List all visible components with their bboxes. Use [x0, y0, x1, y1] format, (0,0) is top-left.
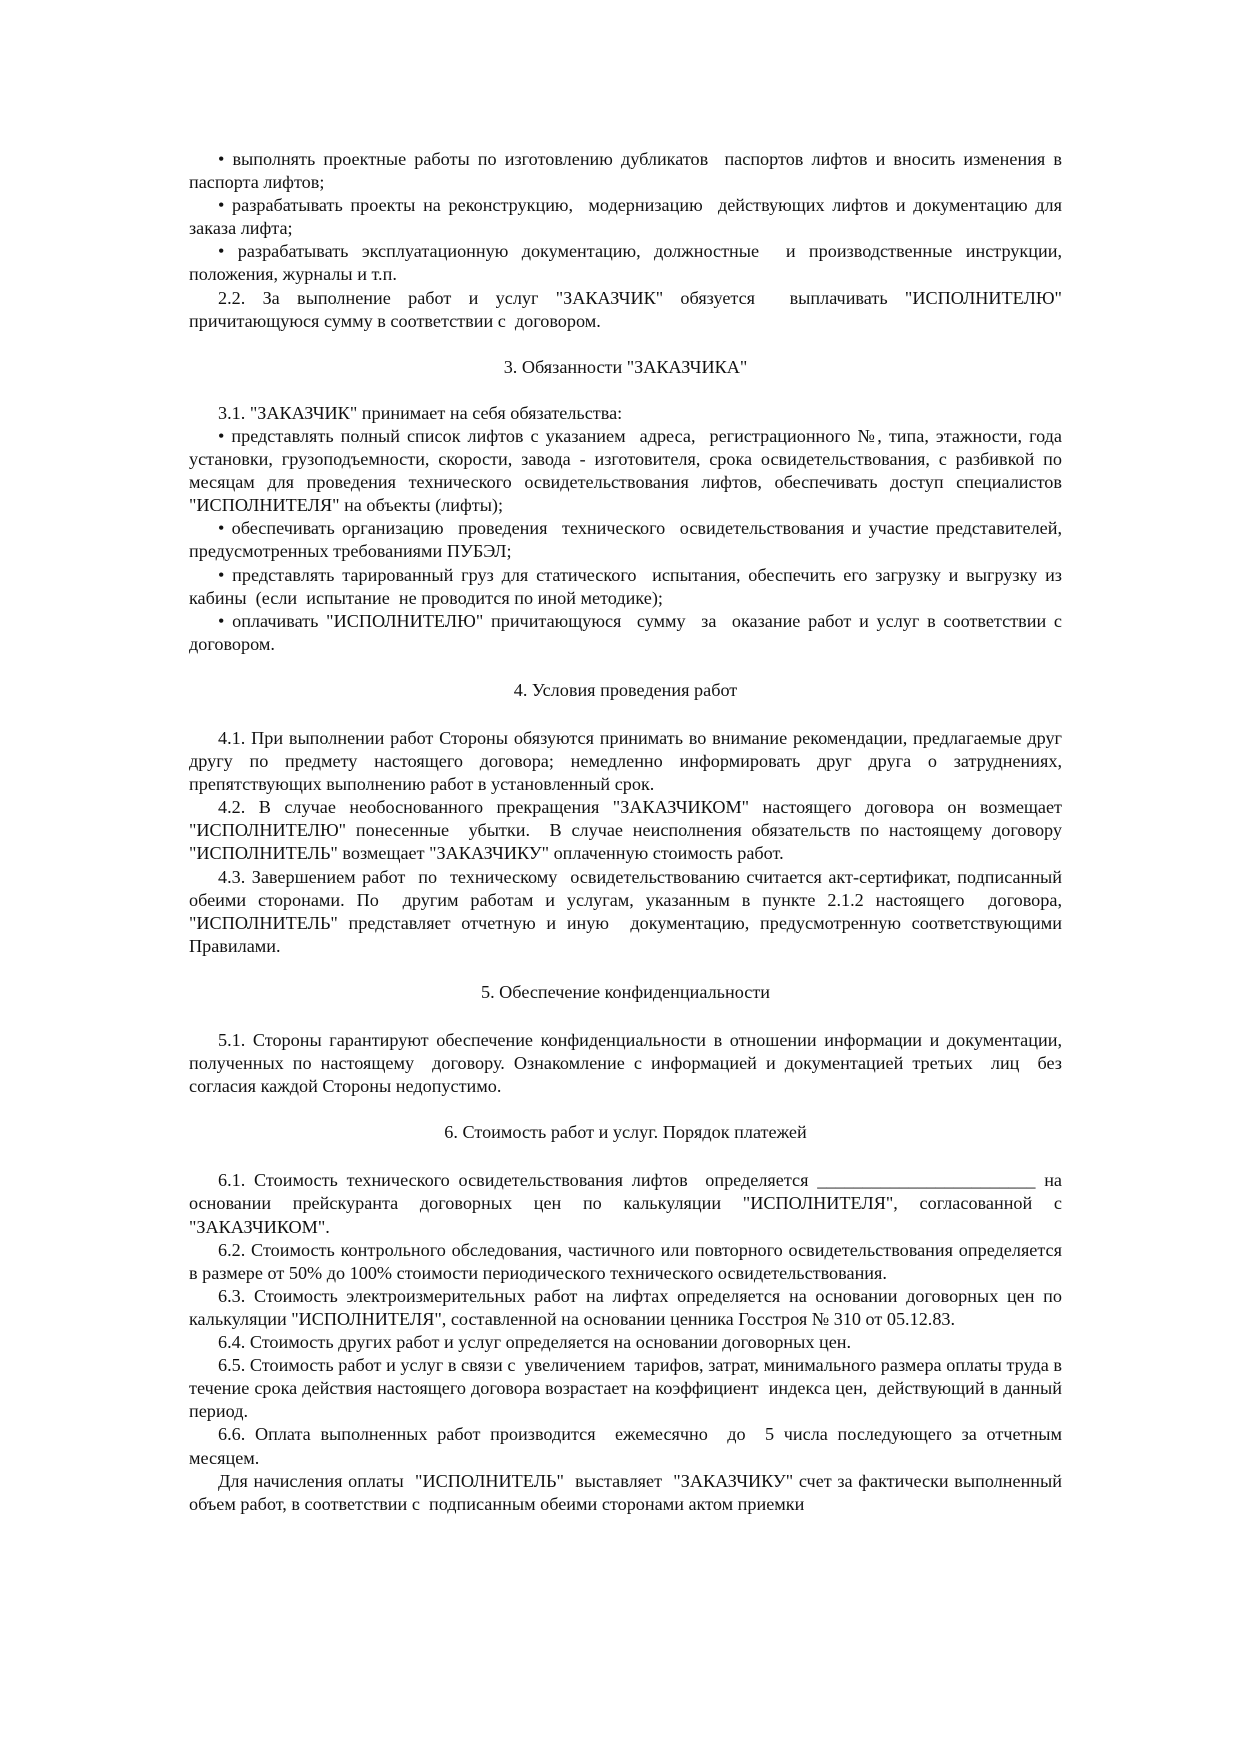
clause-6-1: 6.1. Стоимость технического освидетельствования лифтов определяется ________________________ на основании прейскуранта договорных цен по калькуляции "ИСПОЛНИТЕЛЯ", согласованной с "ЗАКАЗЧИКОМ".	[189, 1170, 1067, 1237]
spacer	[189, 702, 1062, 727]
spacer	[189, 333, 1062, 356]
section-5-heading: 5. Обеспечение конфиденциальности	[480, 981, 770, 1002]
section-2-bullet-reconstruction-projects: • разрабатывать проекты на реконструкцию, модернизацию действующих лифтов и документацию для заказа лифта;	[189, 195, 1067, 239]
section-3-heading: 3. Обязанности "ЗАКАЗЧИКА"	[503, 356, 748, 377]
section-4-body	[189, 727, 1072, 958]
billing-paragraph: Для начисления оплаты "ИСПОЛНИТЕЛЬ" выставляет "ЗАКАЗЧИКУ" счет за фактически выполненный объем работ, в соответствии с подписанным обеими сторонами актом приемки	[189, 1470, 1067, 1514]
clause-6-6: 6.6. Оплата выполненных работ производится ежемесячно до 5 числа последующего за отчетным месяцем.	[189, 1424, 1067, 1468]
clause-6-4: 6.4. Стоимость других работ и услуг определяется на основании договорных цен.	[218, 1332, 852, 1353]
section-5-body	[189, 1029, 1067, 1098]
section-3-bullet-test-load: • представлять тарированный груз для статического испытания, обеспечить его загрузку и выгрузку из кабины (если испытание не проводится по иной методике);	[189, 564, 1067, 608]
section-2-continuation	[189, 148, 1067, 333]
section-6-heading: 6. Стоимость работ и услуг. Порядок платежей	[444, 1122, 807, 1143]
clause-4-3: 4.3. Завершением работ по техническому освидетельствованию считается акт-сертификат, подписанный обеими сторонами. По другим работам и услугам, указанным в пункте 2.1.2 настоящего договора, "ИСПОЛНИТЕЛЬ" представляет отчетную и иную документацию, предусмотренную соответствующими Правилами.	[189, 866, 1067, 956]
clause-4-2: 4.2. В случае необоснованного прекращения "ЗАКАЗЧИКОМ" настоящего договора он возмещает "ИСПОЛНИТЕЛЮ" понесенные убытки. В случае неисполнения обязательств по настоящему договору "ИСПОЛНИТЕЛЬ" возмещает "ЗАКАЗЧИКУ" оплаченную стоимость работ.	[189, 797, 1072, 864]
clause-6-2: 6.2. Стоимость контрольного обследования, частичного или повторного освидетельствования определяется в размере от 50% до 100% стоимости периодического технического освидетельствования.	[189, 1239, 1067, 1283]
document-page	[189, 148, 1072, 1516]
spacer	[189, 656, 1062, 679]
section-2-bullet-duplicate-passports: • выполнять проектные работы по изготовлению дубликатов паспортов лифтов и вносить изменения в паспорта лифтов;	[189, 149, 1067, 193]
section-6-body	[189, 1169, 1067, 1515]
section-4-heading: 4. Условия проведения работ	[513, 679, 738, 700]
section-3-bullet-organization: • обеспечивать организацию проведения технического освидетельствования и участие представителей, предусмотренных требованиями ПУБЭЛ;	[189, 518, 1067, 562]
clause-5-1: 5.1. Стороны гарантируют обеспечение конфиденциальности в отношении информации и документации, полученных по настоящему договору. Ознакомление с информацией и документацией третьих лиц без согласия каждой Стороны недопустимо.	[189, 1030, 1067, 1097]
section-2-bullet-operational-docs: • разрабатывать эксплуатационную документацию, должностные и производственные инструкции, положения, журналы и т.п.	[189, 241, 1067, 285]
spacer	[189, 1004, 1062, 1029]
clause-6-3: 6.3. Стоимость электроизмерительных работ на лифтах определяется на основании договорных цен по калькуляции "ИСПОЛНИТЕЛЯ", составленной на основании ценника Госстроя № 310 от 05.12.83.	[189, 1285, 1067, 1329]
section-3-bullet-lift-list: • представлять полный список лифтов с указанием адреса, регистрационного №, типа, этажности, года установки, грузоподъемности, скорости, завода - изготовителя, срока освидетельствования, с разбивкой по месяцам для проведения технического освидетельствования лифтов, обеспечивать доступ специалистов "ИСПОЛНИТЕЛЯ" на объекты (лифты);	[189, 425, 1067, 516]
spacer	[189, 379, 1062, 402]
clause-4-1: 4.1. При выполнении работ Стороны обязуются принимать во внимание рекомендации, предлагаемые друг другу по предмету настоящего договора; немедленно информировать друг друга о затруднениях, препятствующих выполнению работ в установленный срок.	[189, 727, 1067, 795]
spacer	[189, 958, 1062, 981]
spacer	[189, 1098, 1062, 1121]
clause-6-5: 6.5. Стоимость работ и услуг в связи с увеличением тарифов, затрат, минимального размера оплаты труда в течение срока действия настоящего договора возрастает на коэффициент индекса цен, действующий в данный период.	[189, 1355, 1067, 1422]
clause-3-1: 3.1. "ЗАКАЗЧИК" принимает на себя обязательства:	[218, 402, 623, 423]
section-3-body	[189, 402, 1067, 656]
section-3-bullet-payment: • оплачивать "ИСПОЛНИТЕЛЮ" причитающуюся сумму за оказание работ и услуг в соответствии с договором.	[189, 610, 1067, 654]
spacer	[189, 1144, 1062, 1169]
clause-2-2: 2.2. За выполнение работ и услуг "ЗАКАЗЧИК" обязуется выплачивать "ИСПОЛНИТЕЛЮ" причитающуюся сумму в соответствии с договором.	[189, 287, 1067, 331]
